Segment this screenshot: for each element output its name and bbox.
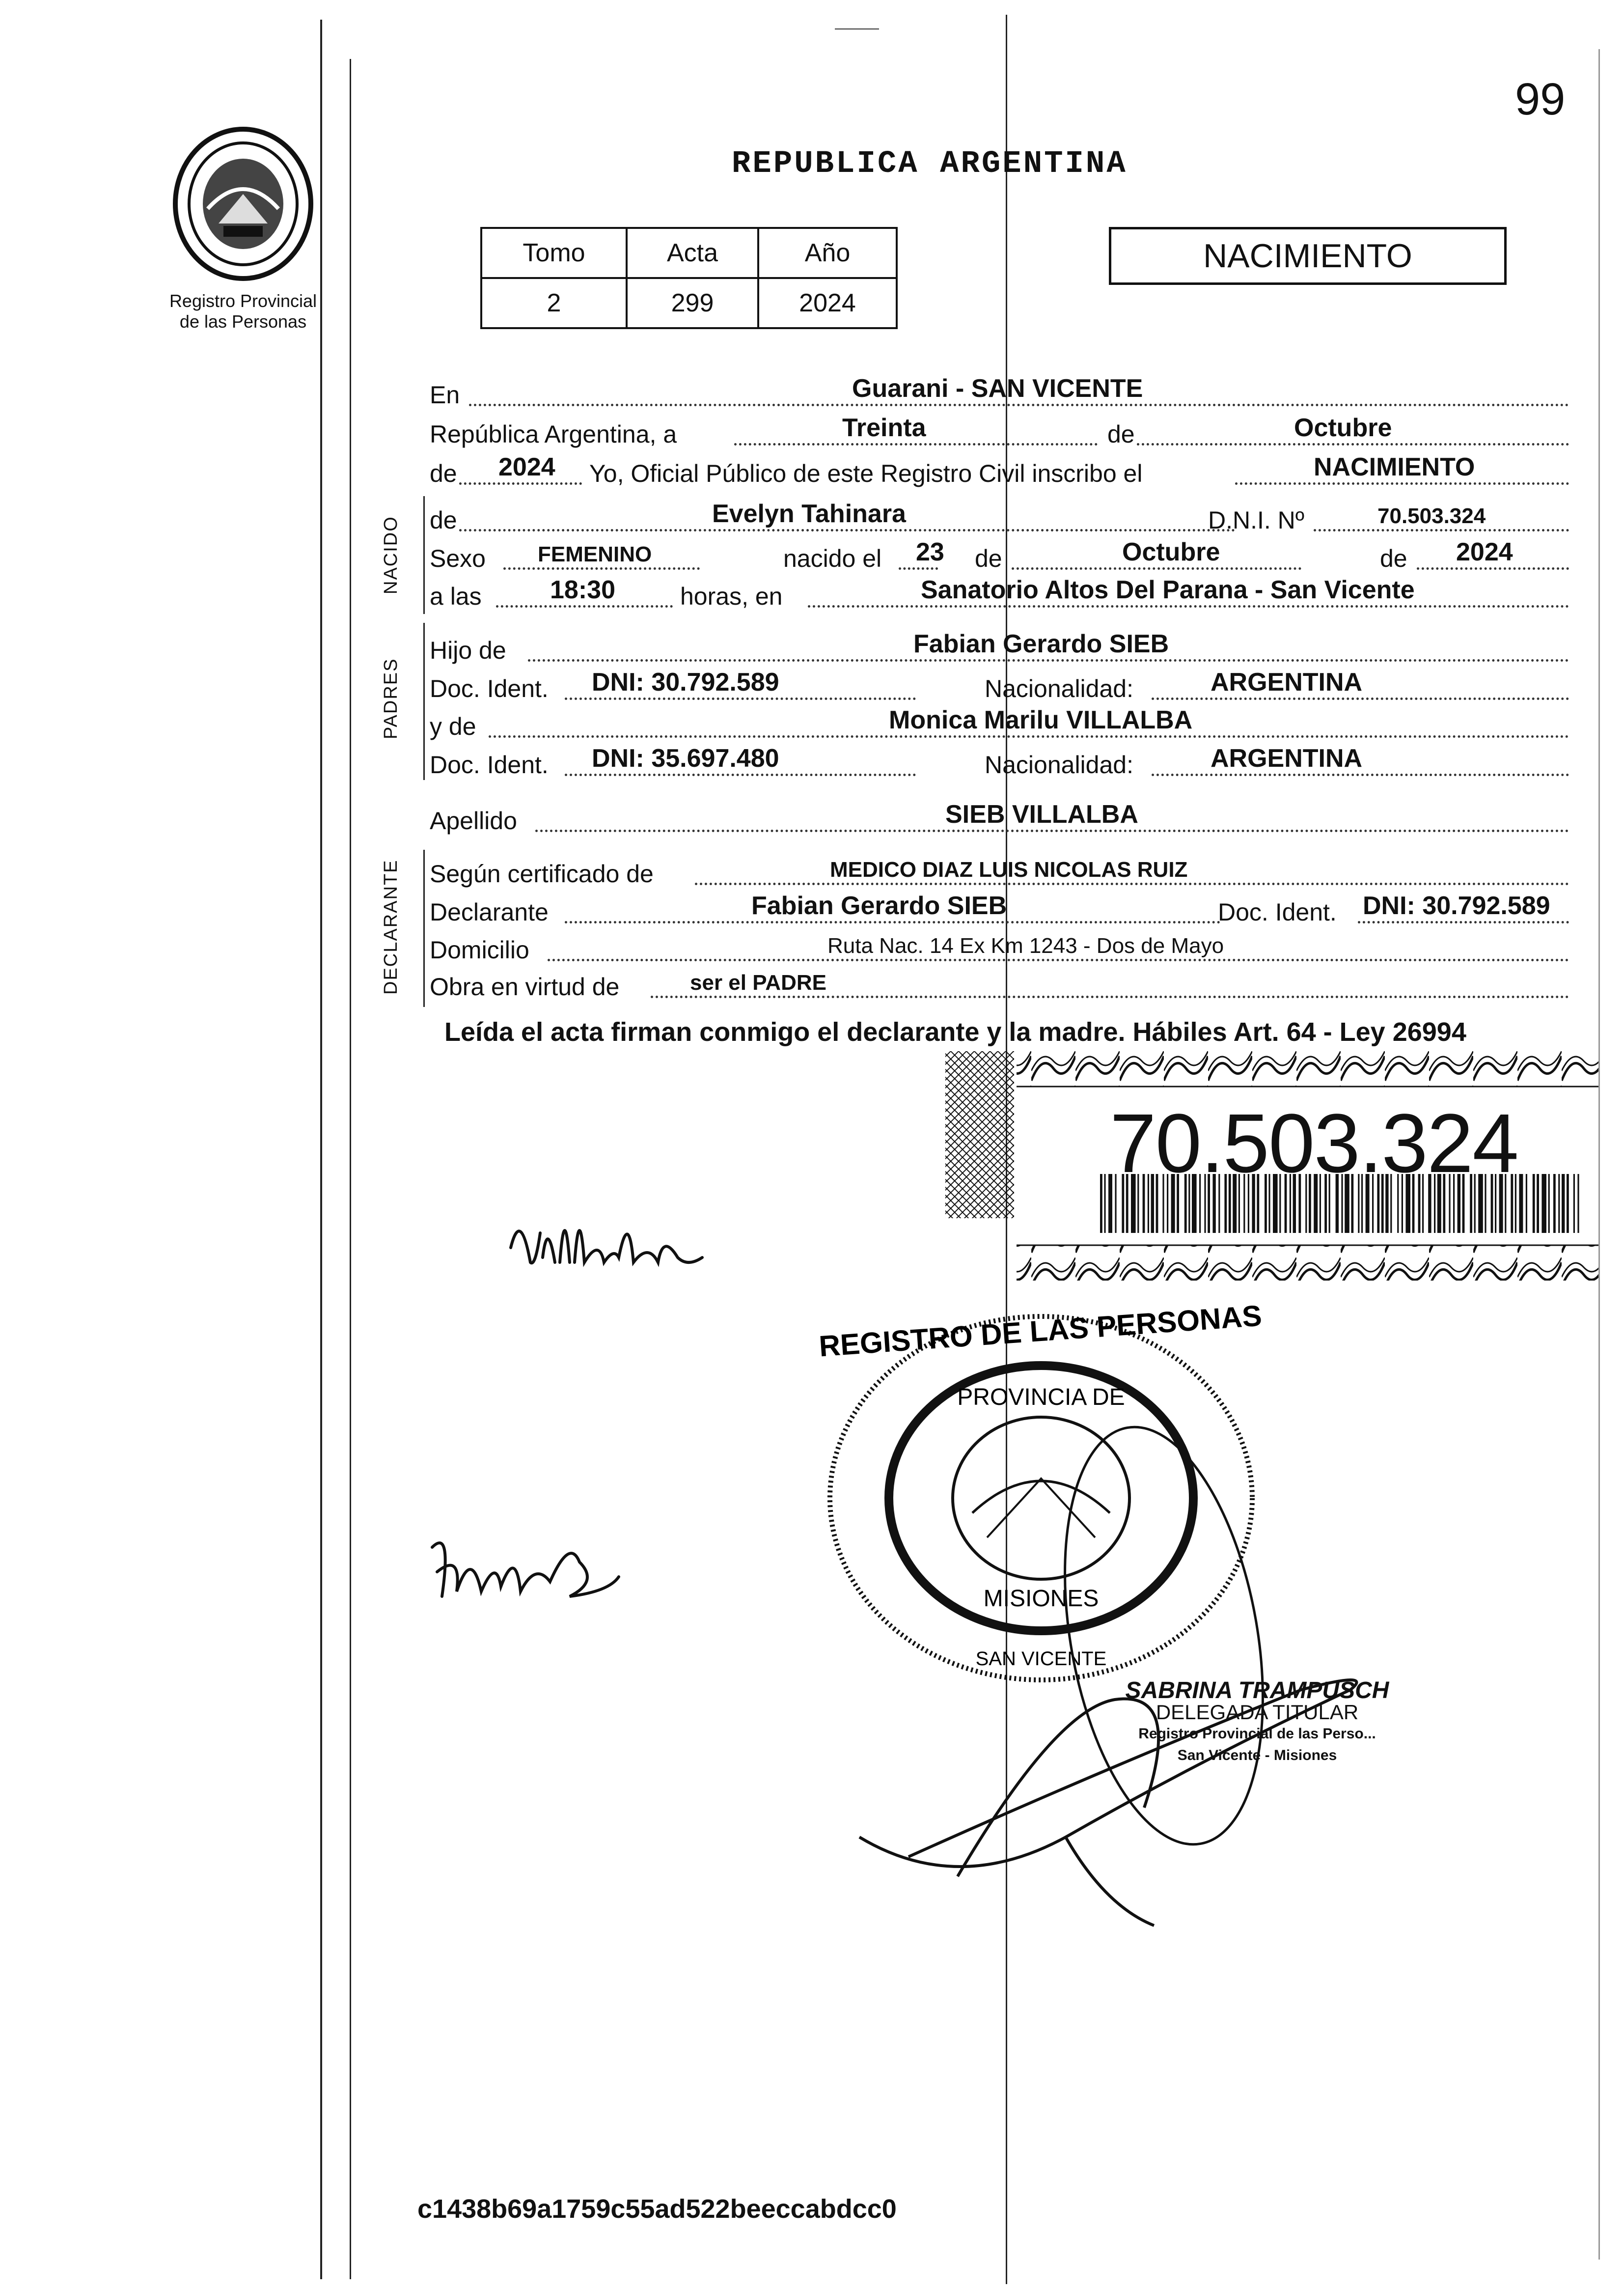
y-de-label: y de: [430, 713, 476, 740]
row-date: [430, 415, 1569, 449]
record-table: [480, 227, 898, 329]
dni-label: D.N.I. Nº: [1208, 506, 1305, 534]
padres-bracket: [423, 623, 429, 780]
barcode-bar: [1100, 1174, 1102, 1233]
certificado-label: Según certificado de: [430, 860, 654, 888]
mother-name-value: Monica Marilu VILLALBA: [889, 706, 1193, 734]
left-margin-line: [320, 20, 322, 2279]
barcode-bar: [1558, 1174, 1560, 1233]
birth-month-value: Octubre: [1122, 538, 1220, 566]
father-nationality-label: Nacionalidad:: [985, 675, 1133, 702]
nacido-bracket: [423, 496, 429, 614]
delegate-block: [1085, 1677, 1429, 1766]
stamp-inner-bottom: MISIONES: [983, 1586, 1099, 1612]
top-dash: [835, 28, 879, 29]
table-value-tomo: 2: [481, 278, 627, 328]
table-header-tomo: Tomo: [481, 228, 627, 278]
barcode-bar: [1533, 1174, 1535, 1233]
yo-text: Yo, Oficial Público de este Registro Civil inscribo el: [589, 460, 1143, 487]
declarante-section-label: DECLARANTE: [381, 859, 401, 995]
row-father: [430, 631, 1569, 666]
row-child-name: [430, 501, 1569, 535]
apellido-label: Apellido: [430, 807, 517, 835]
barcode-bar: [1553, 1174, 1556, 1233]
barcode-bar: [1562, 1174, 1565, 1233]
padres-section-label: PADRES: [381, 658, 401, 739]
domicilio-label: Domicilio: [430, 936, 529, 964]
table-value-ano: 2024: [758, 278, 897, 328]
birth-de-label2: de: [1380, 545, 1407, 572]
declarante-doc-value: DNI: 30.792.589: [1363, 892, 1550, 920]
dni-label-number: 70.503.324: [1110, 1097, 1518, 1190]
birth-time-value: 18:30: [550, 576, 615, 604]
year-prefix-label: de: [430, 460, 457, 487]
row-place: [430, 376, 1569, 410]
father-nationality-value: ARGENTINA: [1211, 668, 1363, 697]
delegate-registry: Registro Provincial de las Perso...: [1138, 1726, 1376, 1742]
mother-nationality-value: ARGENTINA: [1211, 744, 1363, 773]
stamp-place: SAN VICENTE: [975, 1648, 1107, 1670]
nacido-el-label: nacido el: [783, 545, 882, 572]
delegate-title: DELEGADA TITULAR: [1156, 1701, 1359, 1724]
left-margin-line-inner: [350, 59, 351, 2279]
page-number: 99: [1515, 74, 1566, 124]
signature-fabian-icon: [422, 1518, 629, 1616]
mother-doc-label: Doc. Ident.: [430, 751, 549, 779]
row-sex: [430, 539, 1569, 574]
barcode-bar: [1573, 1174, 1575, 1233]
child-name-value: Evelyn Tahinara: [712, 500, 906, 528]
declarante-doc-label: Doc. Ident.: [1218, 898, 1337, 926]
row-certificate: [430, 855, 1569, 889]
row-father-doc: [430, 670, 1569, 704]
sexo-value: FEMENINO: [538, 542, 652, 566]
logo-caption-line1: Registro Provincial: [169, 291, 317, 311]
row-mother: [430, 707, 1569, 742]
obra-label: Obra en virtud de: [430, 973, 620, 1001]
father-doc-value: DNI: 30.792.589: [592, 668, 779, 697]
month-value: Octubre: [1294, 414, 1392, 442]
barcode-bar: [1537, 1174, 1539, 1233]
day-words-value: Treinta: [842, 414, 926, 442]
row-address: [430, 931, 1569, 965]
father-name-value: Fabian Gerardo SIEB: [913, 630, 1169, 658]
father-signature: [422, 1518, 629, 1616]
signature-villalba-icon: [501, 1189, 722, 1287]
barcode-bar: [1577, 1174, 1579, 1233]
declarante-name-value: Fabian Gerardo SIEB: [751, 892, 1007, 920]
row-declarant: [430, 893, 1569, 927]
mother-doc-value: DNI: 35.697.480: [592, 744, 779, 773]
place-value: Guarani - SAN VICENTE: [852, 374, 1143, 403]
year-value: 2024: [498, 453, 555, 481]
table-value-acta: 299: [627, 278, 758, 328]
page-title: REPUBLICA ARGENTINA: [732, 146, 1128, 182]
row-time: [430, 577, 1569, 612]
en-label: En: [430, 381, 460, 409]
stamp-outer-text: REGISTRO DE LAS PERSONAS: [818, 1302, 1263, 1363]
barcode-bar: [1519, 1174, 1523, 1233]
delegate-name: SABRINA TRAMPUSCH: [1125, 1677, 1389, 1704]
father-doc-label: Doc. Ident.: [430, 675, 549, 702]
stamp-inner-top: PROVINCIA DE: [957, 1384, 1125, 1410]
declarante-label: Declarante: [430, 898, 549, 926]
barcode-bar: [1567, 1174, 1569, 1233]
provincial-logo: [169, 125, 317, 282]
birth-place-value: Sanatorio Altos Del Parana - San Vicente: [921, 576, 1415, 604]
provincial-seal-icon: [169, 125, 317, 282]
delegate-location: San Vicente - Misiones: [1177, 1747, 1337, 1763]
barcode-bar: [1104, 1174, 1105, 1233]
table-header-acta: Acta: [627, 228, 758, 278]
domicilio-value: Ruta Nac. 14 Ex Km 1243 - Dos de Mayo: [827, 934, 1224, 958]
document-hash: c1438b69a1759c55ad522beeccabdcc0: [417, 2194, 897, 2224]
row-surname: [430, 802, 1569, 836]
child-dni-value: 70.503.324: [1377, 504, 1486, 528]
row-year: [430, 454, 1569, 489]
apellido-value: SIEB VILLALBA: [945, 800, 1138, 829]
de-label: de: [1107, 420, 1135, 448]
mother-signature: [501, 1189, 722, 1287]
logo-caption: [162, 291, 324, 332]
child-de-label: de: [430, 506, 457, 534]
birth-de-label: de: [975, 545, 1002, 572]
republica-label: República Argentina, a: [430, 420, 677, 448]
record-type-box: NACIMIENTO: [1109, 227, 1507, 285]
birth-day-value: 23: [916, 538, 944, 566]
table-header-ano: Año: [758, 228, 897, 278]
sexo-label: Sexo: [430, 545, 486, 572]
hijo-de-label: Hijo de: [430, 637, 506, 664]
barcode-bar: [1526, 1174, 1527, 1233]
act-type-value: NACIMIENTO: [1314, 453, 1475, 481]
mother-nationality-label: Nacionalidad:: [985, 751, 1133, 779]
barcode-bar: [1541, 1174, 1546, 1233]
nacido-section-label: NACIDO: [381, 516, 401, 594]
a-las-label: a las: [430, 583, 482, 610]
closing-text: Leída el acta firman conmigo el declarante y la madre. Hábiles Art. 64 - Ley 26994: [444, 1017, 1466, 1047]
row-mother-doc: [430, 746, 1569, 780]
certificado-value: MEDICO DIAZ LUIS NICOLAS RUIZ: [830, 858, 1188, 882]
obra-value: ser el PADRE: [690, 971, 826, 995]
birth-year-value: 2024: [1456, 538, 1513, 566]
barcode-bar: [1548, 1174, 1550, 1233]
horas-label: horas, en: [680, 583, 783, 610]
declarante-bracket: [423, 850, 429, 1007]
logo-caption-line2: de las Personas: [179, 311, 307, 332]
row-obra: [430, 968, 1569, 1002]
